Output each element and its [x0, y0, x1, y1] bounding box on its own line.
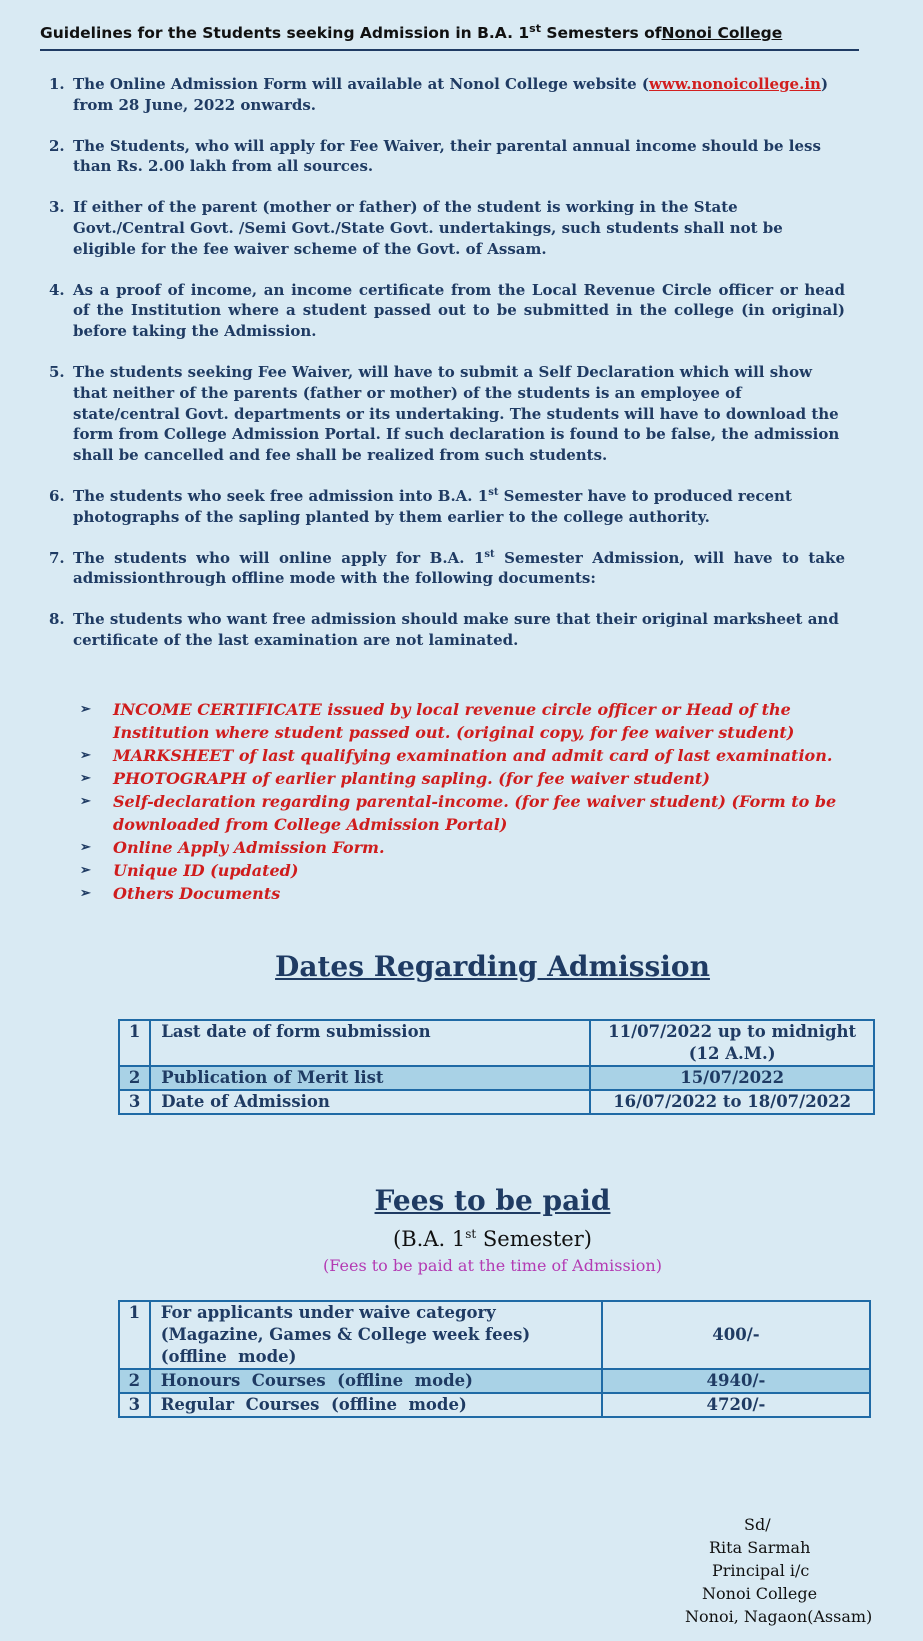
guideline-item: 3. If either of the parent (mother or father) of the student is working in the State Govt./Central Govt. /Semi Govt./State Govt. undertakings, such students shall not be eligible for the fee waiver scheme of the Govt. of Assam. [49, 198, 783, 258]
guideline-item: 4. As a proof of income, an income certificate from the Local Revenue Circle officer or head of the Institution where a student passed out to be submitted in the college (in original) before taking the Admission. [49, 280, 845, 341]
guideline-item: 1. The Online Admission Form will available at Nonol College website (www.nonoicollege.in) from 28 June, 2022 onwards. [49, 75, 829, 114]
table-row: 3 Date of Admission 16/07/2022 to 18/07/2022 [119, 1090, 874, 1114]
guideline-item: 7. The students who will online apply for B.A. 1st Semester Admission, will have to take admissionthrough offline mode with the following documents: [49, 548, 845, 588]
document-item: ➢ Self-declaration regarding parental-income. (for fee waiver student) (Form to be downloaded from College Admission Portal) [80, 792, 837, 834]
arrow-bullet-icon: ➢ [80, 840, 91, 855]
guideline-item: 6. The students who seek free admission into B.A. 1st Semester have to produced recent photographs of the sapling planted by them earlier to the college authority. [49, 486, 792, 526]
required-documents-list [80, 698, 860, 905]
document-item: ➢ Others Documents [80, 884, 281, 903]
arrow-bullet-icon: ➢ [80, 771, 91, 786]
guideline-item: 2. The Students, who will apply for Fee Waiver, their parental annual income should be less than Rs. 2.00 lakh from all sources. [49, 136, 821, 176]
signature-address: Nonoi, Nagaon(Assam) [685, 1607, 873, 1626]
arrow-bullet-icon: ➢ [80, 794, 91, 809]
signature-college: Nonoi College [702, 1584, 818, 1603]
table-row: 2 Honours Courses (offline mode) 4940/- [119, 1369, 870, 1393]
dates-heading: Dates Regarding Admission [275, 950, 710, 983]
arrow-bullet-icon: ➢ [80, 863, 91, 878]
arrow-bullet-icon: ➢ [80, 748, 91, 763]
document-item: ➢ PHOTOGRAPH of earlier planting sapling. (for fee waiver student) [80, 769, 710, 788]
title-divider [40, 49, 859, 51]
document-item: ➢ INCOME CERTIFICATE issued by local revenue circle officer or Head of the Institution where student passed out. (original copy, for fee waiver student) [80, 700, 795, 742]
document-item: ➢ MARKSHEET of last qualifying examination and admit card of last examination. [80, 746, 833, 765]
fees-semester-subtitle: (B.A. 1st Semester) [393, 1227, 592, 1251]
table-row: 1 Last date of form submission 11/07/2022 up to midnight (12 A.M.) [119, 1020, 874, 1066]
document-item: ➢ Unique ID (updated) [80, 861, 299, 880]
table-row: 1 For applicants under waive category (Magazine, Games & College week fees) (offline mode) 400/- [119, 1301, 870, 1369]
signature-sd: Sd/ [744, 1515, 771, 1534]
signature-designation: Principal i/c [712, 1561, 810, 1580]
table-row: 2 Publication of Merit list 15/07/2022 [119, 1066, 874, 1090]
college-website-link[interactable]: www.nonoicollege.in [649, 75, 821, 93]
page-title: Guidelines for the Students seeking Admission in B.A. 1st Semesters ofNonoi College [40, 22, 783, 43]
guidelines-list [40, 74, 845, 671]
signature-name: Rita Sarmah [709, 1538, 811, 1557]
guideline-item: 8. The students who want free admission should make sure that their original marksheet and certificate of the last examination are not laminated. [49, 610, 839, 649]
guideline-item: 5. The students seeking Fee Waiver, will have to submit a Self Declaration which will show that neither of the parents (father or mother) of the students is an employee of state/central Govt. departments or its undertaking. The students will have to download the form from College Admission Portal. If such declaration is found to be false, the admission shall be cancelled and fee shall be realized from such students. [49, 362, 840, 465]
document-item: ➢ Online Apply Admission Form. [80, 838, 385, 857]
fees-note: (Fees to be paid at the time of Admission) [323, 1256, 662, 1275]
table-row: 3 Regular Courses (offline mode) 4720/- [119, 1393, 870, 1417]
fees-table [118, 1300, 871, 1418]
arrow-bullet-icon: ➢ [80, 702, 91, 717]
fees-heading: Fees to be paid [374, 1184, 611, 1217]
dates-table [118, 1019, 875, 1115]
arrow-bullet-icon: ➢ [80, 886, 91, 901]
